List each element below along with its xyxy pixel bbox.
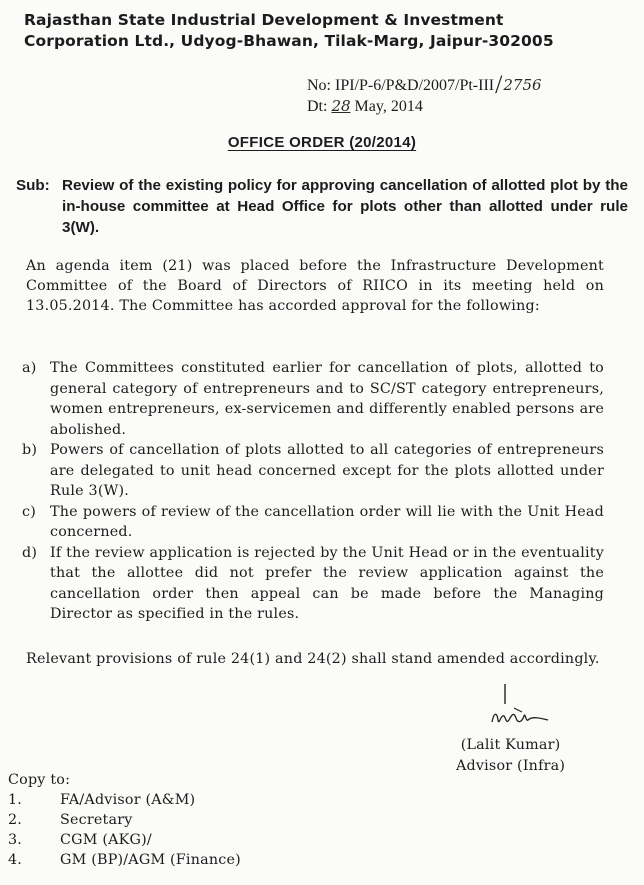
slash-mark: /	[495, 70, 503, 99]
list-item	[22, 358, 604, 440]
list-item-text: If the review application is rejected by the Unit Head or in the eventuality that the allottee did not prefer the review application against the cancellation order then appeal can be made before the Managing Director as specified in the rules.	[50, 544, 604, 622]
copy-to-entry	[8, 850, 241, 870]
office-order-title	[0, 134, 644, 151]
copy-to-section	[8, 770, 241, 870]
copy-to-number: 2.	[8, 812, 23, 828]
letterhead	[24, 10, 554, 52]
handwritten-day: 28	[331, 97, 351, 115]
intro-paragraph: An agenda item (21) was placed before the Infrastructure Development Committee of the Board of Directors of RIICO in its meeting held on 13.05.2014. The Committee has accorded approval for the following:	[26, 258, 604, 314]
copy-to-number: 1.	[8, 792, 23, 808]
reference-block	[307, 72, 542, 117]
date-rest: May, 2014	[354, 98, 423, 115]
letterhead-line-2: Corporation Ltd., Udyog-Bhawan, Tilak-Marg, Jaipur-302005	[24, 32, 554, 50]
approval-list	[22, 358, 604, 625]
list-item-text: The powers of review of the cancellation order will lie with the Unit Head concerned.	[50, 503, 604, 540]
list-item-marker: c)	[22, 503, 36, 520]
copy-to-entry	[8, 790, 241, 810]
list-item	[22, 543, 604, 625]
list-item	[22, 440, 604, 502]
office-order-title-text: OFFICE ORDER (20/2014)	[227, 134, 417, 151]
handwritten-signature	[470, 682, 560, 732]
copy-to-recipient: FA/Advisor (A&M)	[60, 792, 196, 808]
copy-to-number: 4.	[8, 852, 23, 868]
subject-label: Sub:	[16, 177, 50, 194]
copy-to-entry	[8, 830, 241, 850]
date-label: Dt:	[307, 98, 328, 115]
letterhead-line-1: Rajasthan State Industrial Development & Investment	[24, 11, 504, 29]
reference-number: No: IPI/P-6/P&D/2007/Pt-III	[307, 77, 495, 94]
copy-to-entry	[8, 810, 241, 830]
closing-paragraph: Relevant provisions of rule 24(1) and 24(2) shall stand amended accordingly.	[26, 651, 600, 667]
reference-date-row	[307, 96, 542, 117]
handwritten-dispatch-number: 2756	[503, 76, 542, 94]
signatory-designation: Advisor (Infra)	[456, 758, 566, 774]
list-item-text: Powers of cancellation of plots allotted to all categories of entrepreneurs are delegated to unit head concerned except for the plots allotted under Rule 3(W).	[50, 442, 604, 499]
list-item-marker: d)	[22, 544, 38, 561]
copy-to-recipient: CGM (AKG)/	[60, 832, 152, 848]
copy-to-label: Copy to:	[8, 772, 71, 788]
reference-number-row	[307, 70, 542, 99]
signatory-block	[456, 735, 565, 777]
subject	[16, 175, 628, 238]
signatory-name: (Lalit Kumar)	[460, 737, 561, 753]
list-item-text: The Committees constituted earlier for cancellation of plots, allotted to general category of entrepreneurs and to SC/ST category entrepreneurs, women entrepreneurs, ex-servicemen and differently enabled persons are abolished.	[50, 360, 604, 438]
list-item-marker: b)	[22, 442, 38, 458]
list-item-marker: a)	[22, 360, 37, 376]
list-item	[22, 502, 604, 543]
copy-to-number: 3.	[8, 832, 23, 848]
subject-text: Review of the existing policy for approving cancellation of allotted plot by the in-house committee at Head Office for plots other than allotted under rule 3(W).	[62, 177, 628, 236]
copy-to-recipient: Secretary	[60, 812, 133, 828]
copy-to-recipient: GM (BP)/AGM (Finance)	[60, 852, 241, 868]
